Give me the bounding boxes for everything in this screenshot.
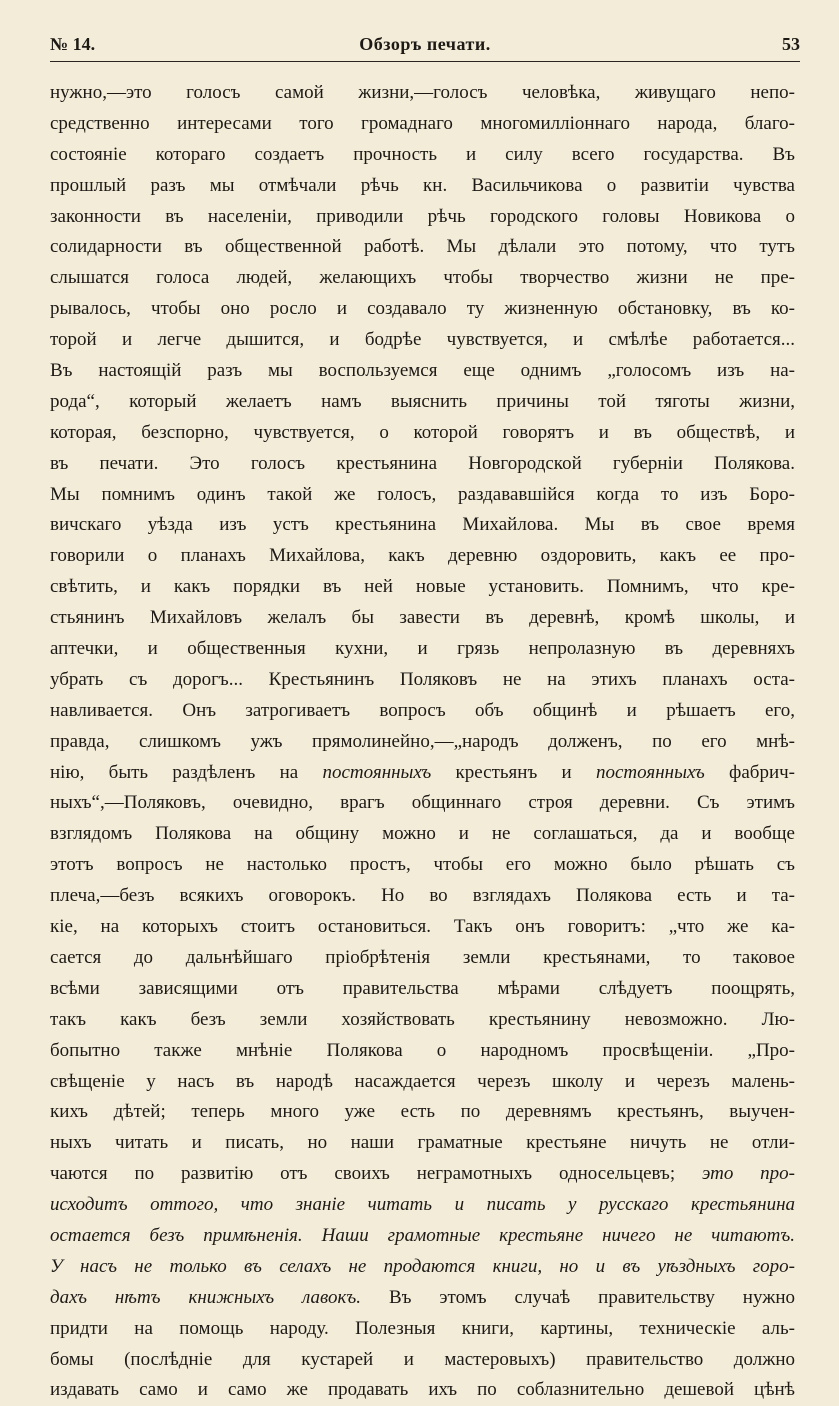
text-line	[50, 480, 795, 511]
text-line	[50, 696, 795, 727]
text-segment: убрать съ дорогъ... Крестьянинъ Поляковъ не на этихъ планахъ оста-	[50, 668, 795, 690]
text-line	[50, 1190, 795, 1221]
text-line	[50, 449, 795, 480]
page-number: 53	[782, 34, 800, 54]
italic-segment: дахъ нѣтъ книжныхъ лавокъ.	[50, 1286, 362, 1308]
text-line	[50, 1283, 795, 1314]
text-line	[50, 387, 795, 418]
text-segment: такъ какъ безъ земли хозяйствовать крестьянину невозможно. Лю-	[50, 1008, 795, 1030]
italic-segment: У насъ не только въ селахъ не продаются книги, но и въ уѣздныхъ горо-	[50, 1255, 795, 1277]
text-line	[50, 819, 795, 850]
text-segment: придти на помощь народу. Полезныя книги, картины, техническіе аль-	[50, 1317, 795, 1339]
issue-number: № 14.	[50, 34, 96, 54]
text-line	[50, 263, 795, 294]
text-segment: фабрич-	[704, 761, 795, 783]
text-line	[50, 758, 795, 789]
text-line	[50, 634, 795, 665]
text-line	[50, 541, 795, 572]
text-segment: стьянинъ Михайловъ желалъ бы завести въ деревнѣ, кромѣ школы, и	[50, 607, 795, 629]
body-text	[50, 78, 795, 1406]
text-segment: кіе, на которыхъ стоитъ остановиться. Такъ онъ говоритъ: „что же ка-	[50, 916, 795, 938]
text-segment: издавать само и само же продавать ихъ по соблазнительно дешевой цѣнѣ	[50, 1379, 795, 1401]
text-line	[50, 418, 795, 449]
text-segment: бопытно также мнѣніе Полякова о народномъ просвѣщеніи. „Про-	[50, 1039, 795, 1061]
text-segment: средственно интересами того громаднаго многомилліоннаго народа, благо-	[50, 112, 795, 134]
text-line	[50, 325, 795, 356]
text-segment: состояніе котораго создаетъ прочность и силу всего государства. Въ	[50, 143, 795, 165]
text-line	[50, 850, 795, 881]
text-line	[50, 1345, 795, 1376]
text-segment: плеча,—безъ всякихъ оговорокъ. Но во взглядахъ Полякова есть и та-	[50, 885, 795, 907]
text-segment: торой и легче дышится, и бодрѣе чувствуется, и смѣлѣе работается...	[50, 329, 795, 351]
text-line	[50, 510, 795, 541]
text-line	[50, 140, 795, 171]
text-segment: этотъ вопросъ не настолько простъ, чтобы его можно было рѣшать съ	[50, 854, 795, 876]
text-line	[50, 881, 795, 912]
text-line	[50, 78, 795, 109]
text-line	[50, 356, 795, 387]
text-segment: нію, быть раздѣленъ на	[50, 761, 323, 783]
text-line	[50, 1128, 795, 1159]
text-segment: чаются по развитію отъ своихъ неграмотныхъ односельцевъ;	[50, 1163, 702, 1185]
text-segment: сается до дальнѣйшаго пріобрѣтенія земли крестьянами, то таковое	[50, 946, 795, 968]
text-segment: свѣтить, и какъ порядки въ ней новые установить. Помнимъ, что кре-	[50, 576, 795, 598]
text-segment: бомы (послѣдніе для кустарей и мастеровыхъ) правительство должно	[50, 1348, 795, 1370]
section-title: Обзоръ печати.	[359, 34, 491, 54]
text-line	[50, 572, 795, 603]
italic-segment: постоянныхъ	[322, 761, 432, 783]
text-segment: крестьянъ и	[431, 761, 596, 783]
text-segment: всѣми зависящими отъ правительства мѣрами слѣдуетъ поощрять,	[50, 977, 795, 999]
text-segment: навливается. Онъ затрогиваетъ вопросъ объ общинѣ и рѣшаетъ его,	[50, 699, 795, 721]
text-line	[50, 912, 795, 943]
text-line	[50, 603, 795, 634]
italic-segment: это про-	[702, 1163, 795, 1185]
text-segment: законности въ населеніи, приводили рѣчь городского головы Новикова о	[50, 205, 795, 227]
text-line	[50, 974, 795, 1005]
text-line	[50, 943, 795, 974]
text-segment: рывалось, чтобы оно росло и создавало ту жизненную обстановку, въ ко-	[50, 298, 795, 320]
text-segment: нужно,—это голосъ самой жизни,—голосъ человѣка, живущаго непо-	[50, 82, 795, 103]
text-line	[50, 294, 795, 325]
text-segment: солидарности въ общественной работѣ. Мы дѣлали это потому, что тутъ	[50, 236, 795, 258]
text-line	[50, 1314, 795, 1345]
text-line	[50, 1375, 795, 1406]
text-segment: говорили о планахъ Михайлова, какъ деревню оздоровить, какъ ее про-	[50, 545, 795, 567]
text-segment: прошлый разъ мы отмѣчали рѣчь кн. Васильчикова о развитіи чувства	[50, 174, 795, 196]
text-line	[50, 1252, 795, 1283]
text-segment: въ печати. Это голосъ крестьянина Новгородской губерніи Полякова.	[50, 452, 795, 474]
italic-segment: постоянныхъ	[595, 761, 705, 783]
text-segment: взглядомъ Полякова на общину можно и не соглашаться, да и вообще	[50, 823, 795, 845]
running-header	[50, 30, 800, 60]
text-line	[50, 1005, 795, 1036]
text-segment: слышатся голоса людей, желающихъ чтобы творчество жизни не пре-	[50, 267, 795, 289]
text-line	[50, 1221, 795, 1252]
text-line	[50, 788, 795, 819]
text-line	[50, 1097, 795, 1128]
text-segment: ныхъ читать и писать, но наши граматные крестьяне ничуть не отли-	[50, 1132, 795, 1154]
header-rule	[50, 61, 800, 62]
text-segment: Мы помнимъ одинъ такой же голосъ, раздававшійся когда то изъ Боро-	[50, 483, 795, 505]
text-line	[50, 1159, 795, 1190]
text-line	[50, 665, 795, 696]
text-segment: правда, слишкомъ ужъ прямолинейно,—„народъ долженъ, по его мнѣ-	[50, 730, 795, 752]
text-segment: ныхъ“,—Поляковъ, очевидно, врагъ общиннаго строя деревни. Съ этимъ	[50, 792, 795, 814]
text-segment: Въ настоящій разъ мы воспользуемся еще однимъ „голосомъ изъ на-	[50, 360, 795, 382]
text-segment: свѣщеніе у насъ въ народѣ насаждается черезъ школу и черезъ малень-	[50, 1070, 795, 1092]
text-line	[50, 232, 795, 263]
text-segment: Въ этомъ случаѣ правительству нужно	[361, 1286, 795, 1308]
text-line	[50, 202, 795, 233]
text-line	[50, 1036, 795, 1067]
text-segment: которая, безспорно, чувствуется, о которой говорятъ и въ обществѣ, и	[50, 421, 795, 443]
text-segment: аптечки, и общественныя кухни, и грязь непролазную въ деревняхъ	[50, 638, 795, 660]
text-segment: вичскаго уѣзда изъ устъ крестьянина Михайлова. Мы въ свое время	[50, 514, 795, 536]
text-line	[50, 171, 795, 202]
text-line	[50, 109, 795, 140]
text-segment: кихъ дѣтей; теперь много уже есть по деревнямъ крестьянъ, выучен-	[50, 1101, 795, 1123]
text-segment: рода“, который желаетъ намъ выяснить причины той тяготы жизни,	[50, 390, 795, 412]
text-line	[50, 1067, 795, 1098]
italic-segment: остается безъ примѣненія. Наши грамотные крестьяне ничего не читаютъ.	[50, 1224, 795, 1246]
italic-segment: исходитъ оттого, что знаніе читать и писать у русскаго крестьянина	[50, 1194, 795, 1216]
text-line	[50, 727, 795, 758]
